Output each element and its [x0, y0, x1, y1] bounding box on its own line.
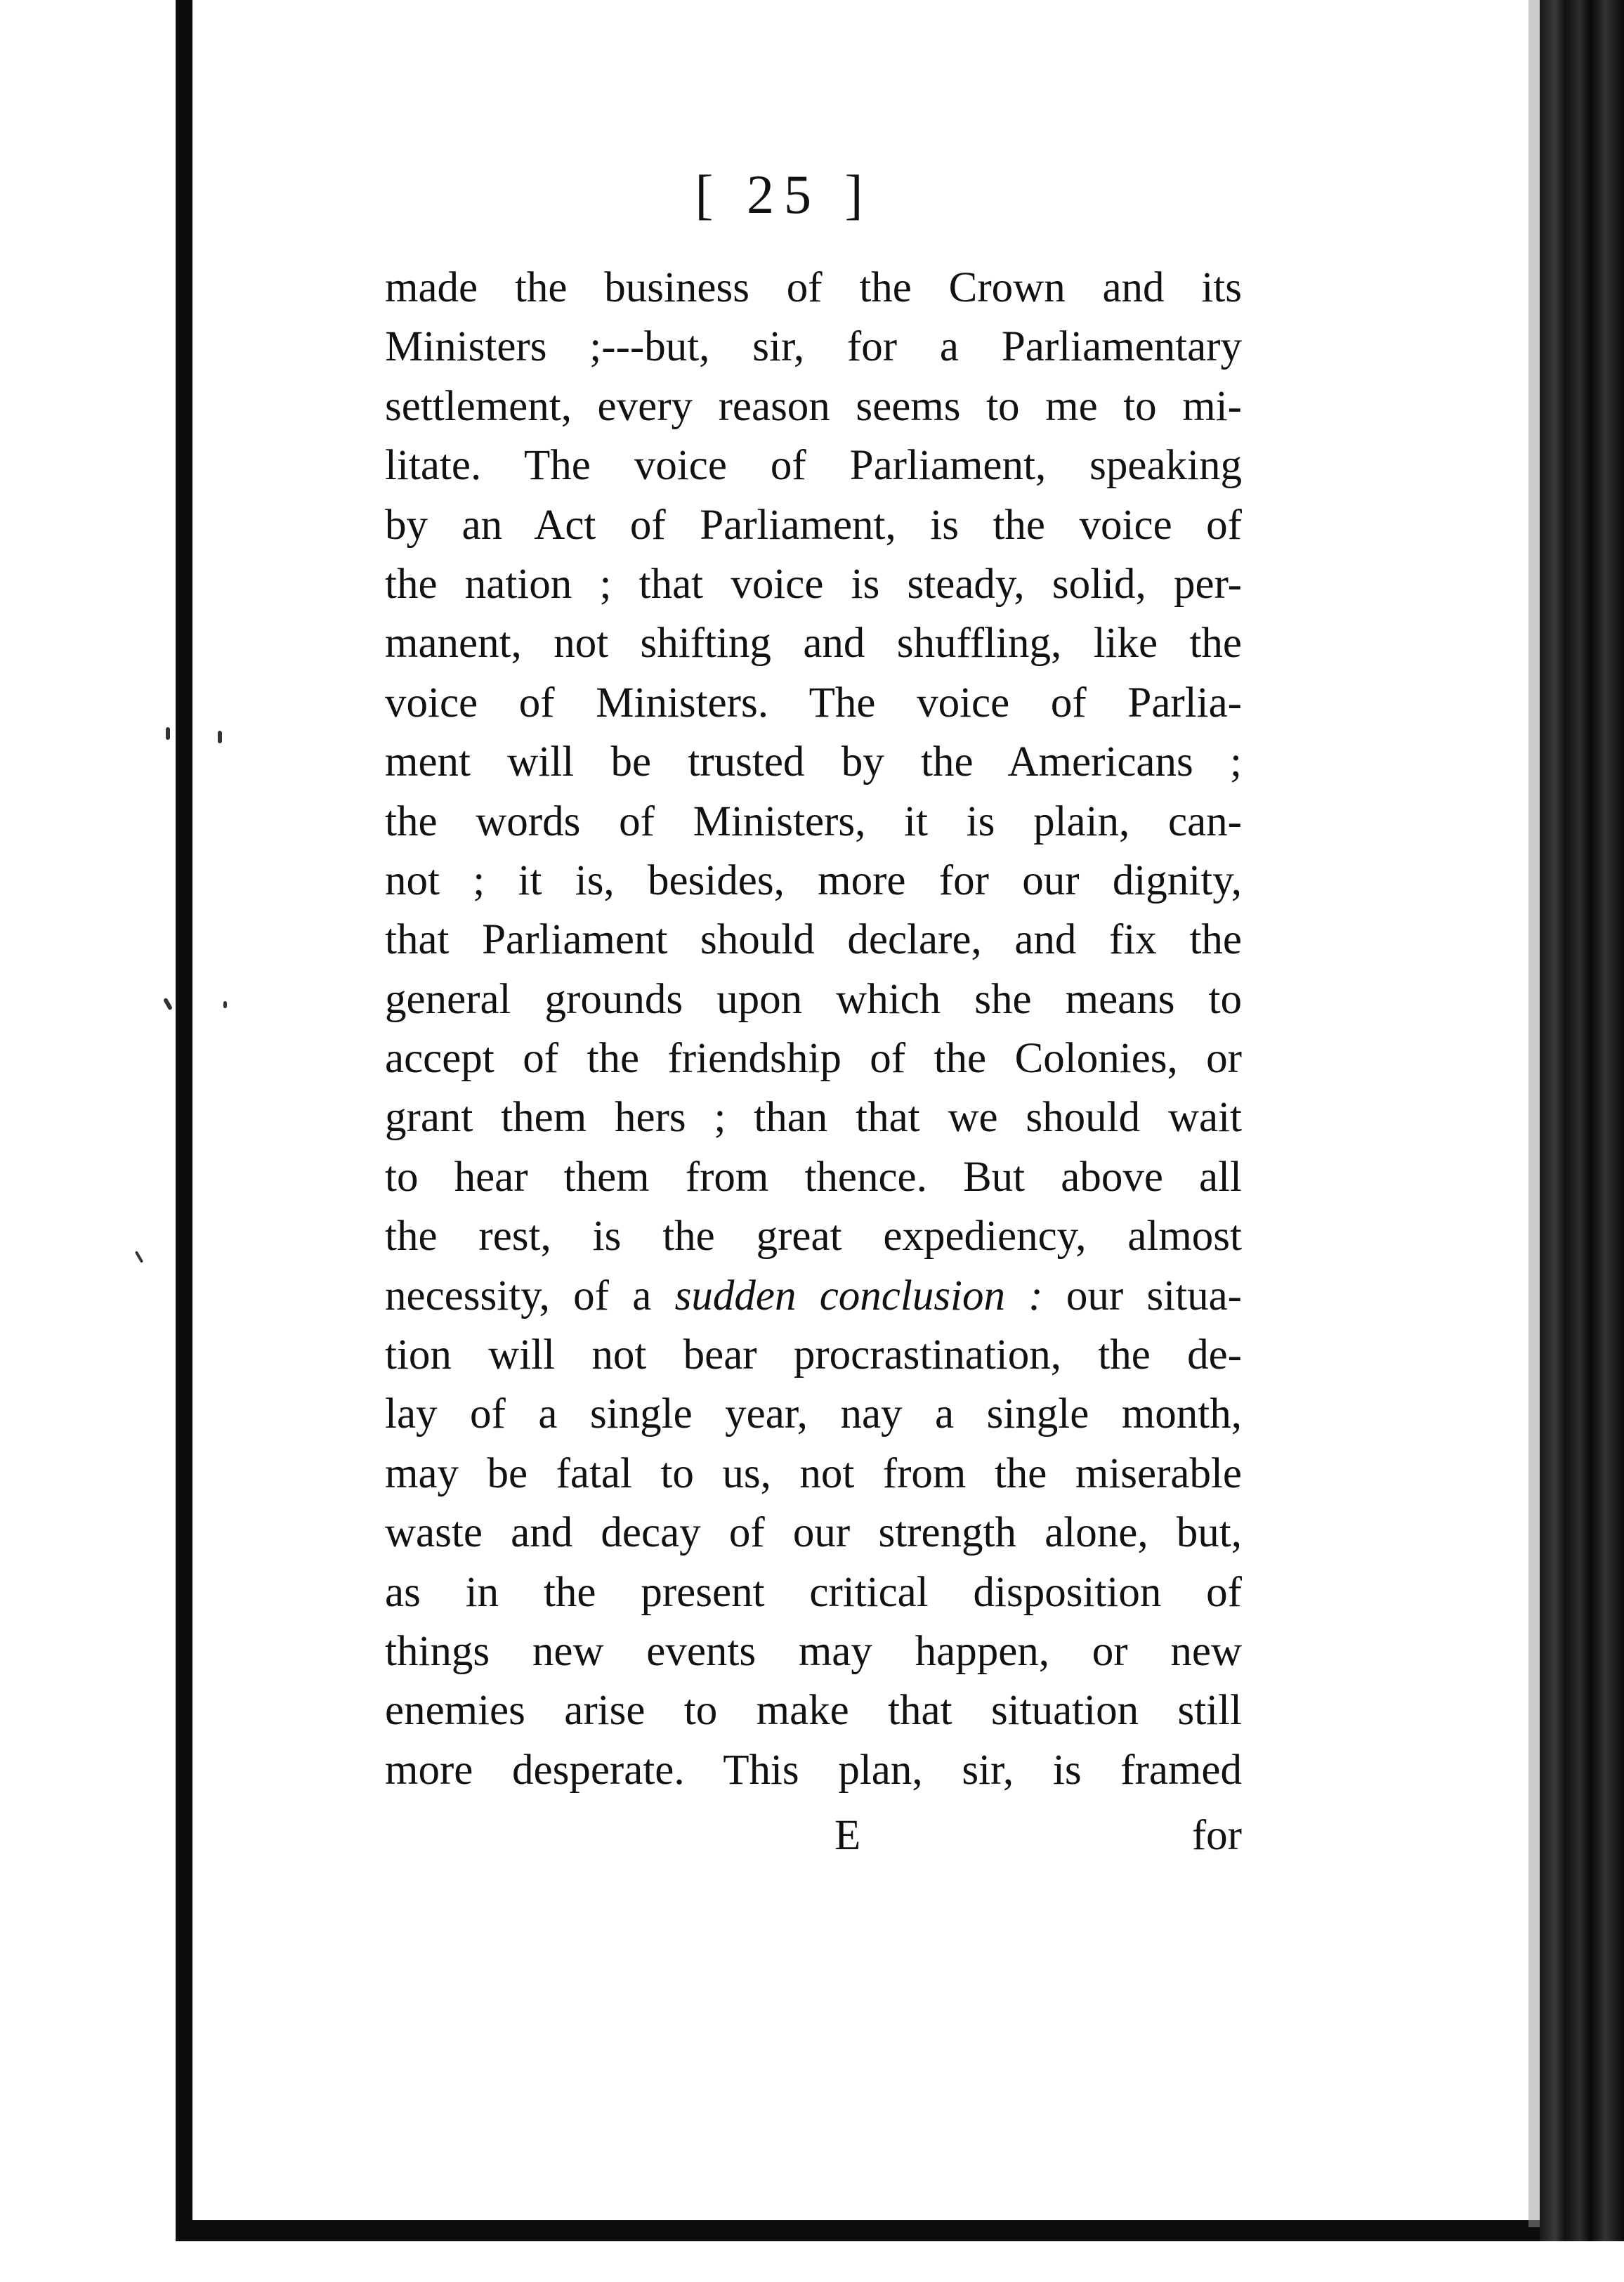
text-line: that Parliament should declare, and fix the [385, 916, 1242, 964]
text-line: ment will be trusted by the Americans ; [385, 738, 1242, 786]
scan-left-margin [0, 0, 176, 2282]
foxing-mark [218, 731, 222, 743]
text-line: tion will not bear procrastination, the de- [385, 1331, 1242, 1379]
page-footer [385, 1811, 1242, 1870]
text-line: the words of Ministers, it is plain, can- [385, 797, 1242, 845]
text-line: Ministers ;---but, sir, for a Parliamentary [385, 323, 1242, 371]
text-line: general grounds upon which she means to [385, 975, 1242, 1023]
text-line: things new events may happen, or new [385, 1627, 1242, 1675]
foxing-mark [166, 727, 170, 740]
italic-phrase: sudden conclusion : [674, 1272, 1043, 1319]
foxing-mark [223, 1001, 227, 1008]
text-line: grant them hers ; than that we should wait [385, 1094, 1242, 1142]
text-line: made the business of the Crown and its [385, 264, 1242, 311]
text-line: not ; it is, besides, more for our dignity, [385, 856, 1242, 904]
text-line: the nation ; that voice is steady, solid, per- [385, 560, 1242, 608]
catchword: for [1191, 1812, 1242, 1859]
text-line: manent, not shifting and shuffling, like the [385, 620, 1242, 667]
text-fragment: our situa- [1066, 1272, 1242, 1319]
text-line: voice of Ministers. The voice of Parlia- [385, 679, 1242, 726]
text-line: settlement, every reason seems to me to mi- [385, 382, 1242, 430]
text-line: the rest, is the great expediency, almost [385, 1213, 1242, 1260]
text-line: enemies arise to make that situation still [385, 1687, 1242, 1735]
text-line: waste and decay of our strength alone, but, [385, 1509, 1242, 1557]
text-line: as in the present critical disposition of [385, 1568, 1242, 1616]
page-bottom-edge [176, 2220, 1624, 2241]
text-line: litate. The voice of Parliament, speaking [385, 442, 1242, 490]
text-line: to hear them from thence. But above all [385, 1153, 1242, 1201]
text-line: lay of a single year, nay a single month, [385, 1390, 1242, 1438]
page-number: [ 25 ] [695, 164, 873, 225]
text-fragment: necessity, of a [385, 1272, 652, 1319]
text-line-with-italic [385, 1267, 1242, 1326]
text-line: by an Act of Parliament, is the voice of [385, 501, 1242, 549]
text-line: more desperate. This plan, sir, is framed [385, 1746, 1242, 1794]
body-text [385, 259, 1242, 1800]
page-left-edge [176, 0, 192, 2226]
book-spine-edge [1540, 0, 1624, 2241]
text-line: may be fatal to us, not from the miserable [385, 1449, 1242, 1497]
text-line: accept of the friendship of the Colonies, or [385, 1035, 1242, 1083]
page-gutter-shadow [1528, 0, 1540, 2227]
signature-mark: E [834, 1812, 861, 1859]
